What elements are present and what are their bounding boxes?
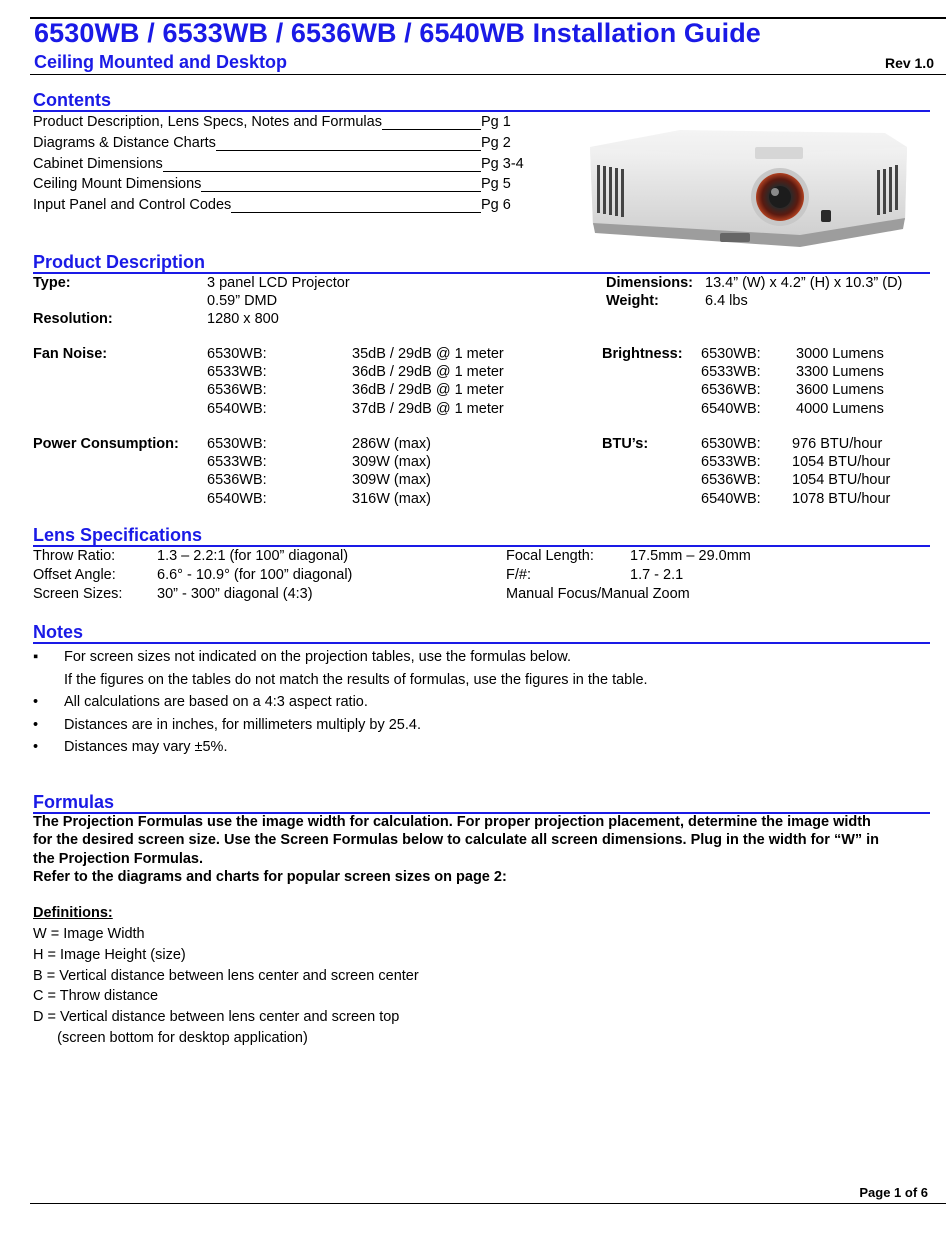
brightness-value: 3000 Lumens	[796, 346, 884, 362]
dimensions-value: 13.4” (W) x 4.2” (H) x 10.3” (D)	[705, 275, 903, 291]
lens-spec-value: 30” - 300” diagonal (4:3)	[157, 586, 313, 602]
btu-value: 1054 BTU/hour	[792, 472, 891, 489]
projector-image	[585, 125, 910, 255]
toc-leader-line	[163, 159, 481, 172]
revision-label: Rev 1.0	[884, 55, 934, 71]
note-text: If the figures on the tables do not match the results of formulas, use the figures in the table.	[64, 671, 648, 688]
fan-noise-value: 36dB / 29dB @ 1 meter	[352, 364, 504, 381]
type-value-line-1: 3 panel LCD Projector	[207, 275, 350, 291]
lens-spec-value: 1.7 - 2.1	[630, 567, 684, 583]
toc-item	[33, 135, 511, 151]
lens-spec-label: F/#:	[506, 567, 531, 583]
definition-item: C = Throw distance	[33, 988, 159, 1005]
power-model: 6536WB:	[207, 472, 267, 489]
notes-heading: Notes	[33, 622, 930, 644]
toc-leader-line	[201, 179, 481, 192]
toc-item-label: Cabinet Dimensions	[33, 155, 163, 172]
toc-item	[33, 156, 524, 172]
lens-spec-label: Focal Length:	[506, 548, 594, 564]
brightness-label: Brightness:	[602, 346, 683, 362]
power-model: 6530WB:	[207, 436, 267, 452]
definition-item: D = Vertical distance between lens center and screen top	[33, 1009, 400, 1026]
definition-item: B = Vertical distance between lens center and screen center	[33, 967, 419, 984]
header-bottom-rule	[30, 74, 946, 75]
brightness-value: 3300 Lumens	[796, 364, 884, 381]
btu-model: 6533WB:	[701, 454, 761, 471]
toc-item-label: Product Description, Lens Specs, Notes and Formulas	[33, 114, 382, 130]
note-text: Distances are in inches, for millimeters multiply by 25.4.	[64, 716, 421, 733]
brightness-model: 6530WB:	[701, 346, 761, 362]
notes-list	[33, 646, 913, 759]
note-item	[33, 714, 913, 737]
power-value: 309W (max)	[352, 472, 431, 489]
lens-spec-label: Offset Angle:	[33, 567, 116, 583]
type-label: Type:	[33, 275, 71, 291]
toc-item-page: Pg 1	[481, 114, 511, 130]
btu-value: 976 BTU/hour	[792, 436, 883, 452]
toc-item-label: Ceiling Mount Dimensions	[33, 176, 202, 193]
weight-value: 6.4 lbs	[705, 293, 748, 309]
note-item	[33, 646, 913, 691]
toc-item-page: Pg 6	[481, 197, 511, 214]
contents-heading: Contents	[33, 90, 930, 112]
fan-noise-model: 6530WB:	[207, 346, 267, 362]
toc-item	[33, 197, 511, 213]
brightness-value: 3600 Lumens	[796, 382, 884, 399]
type-value-line-2: 0.59” DMD	[207, 293, 278, 309]
toc-leader-line	[216, 138, 481, 151]
btu-model: 6530WB:	[701, 436, 761, 452]
formulas-heading: Formulas	[33, 792, 930, 814]
lens-specifications-heading: Lens Specifications	[33, 525, 930, 547]
toc-item-page: Pg 5	[481, 176, 511, 193]
formulas-intro-line: Refer to the diagrams and charts for popular screen sizes on page 2:	[33, 868, 507, 885]
resolution-value: 1280 x 800	[207, 311, 279, 327]
page-subtitle: Ceiling Mounted and Desktop	[34, 52, 288, 72]
brightness-model: 6536WB:	[701, 382, 761, 399]
toc-item-label: Diagrams & Distance Charts	[33, 134, 216, 151]
footer-rule	[30, 1203, 946, 1204]
dimensions-label: Dimensions:	[606, 275, 694, 291]
formulas-intro-line: the Projection Formulas.	[33, 850, 203, 867]
power-model: 6540WB:	[207, 490, 267, 507]
note-text: All calculations are based on a 4:3 aspect ratio.	[64, 694, 368, 710]
btu-value: 1078 BTU/hour	[792, 490, 891, 507]
bullet-icon: •	[33, 716, 39, 733]
note-text: For screen sizes not indicated on the projection tables, use the formulas below.	[64, 649, 571, 665]
definition-item: (screen bottom for desktop application)	[33, 1030, 308, 1046]
fan-noise-label: Fan Noise:	[33, 346, 108, 362]
product-description-heading: Product Description	[33, 252, 930, 274]
toc-item	[33, 176, 511, 192]
btu-model: 6540WB:	[701, 490, 761, 507]
toc-item-page: Pg 2	[481, 134, 511, 151]
definitions-heading: Definitions:	[33, 905, 113, 921]
power-value: 286W (max)	[352, 436, 431, 452]
formulas-intro-line: for the desired screen size. Use the Screen Formulas below to calculate all screen dimensions. Plug in the width for “W” in	[33, 832, 880, 849]
fan-noise-model: 6536WB:	[207, 382, 267, 399]
note-item	[33, 736, 913, 759]
weight-label: Weight:	[606, 293, 659, 309]
power-consumption-label: Power Consumption:	[33, 436, 179, 452]
definition-item: W = Image Width	[33, 926, 145, 942]
page-number: Page 1 of 6	[859, 1185, 928, 1200]
resolution-label: Resolution:	[33, 311, 113, 327]
lens-spec-value: 6.6° - 10.9° (for 100” diagonal)	[157, 567, 353, 583]
definition-item: H = Image Height (size)	[33, 946, 186, 963]
brightness-value: 4000 Lumens	[796, 400, 884, 417]
note-text: Distances may vary ±5%.	[64, 739, 228, 755]
toc-item	[33, 114, 511, 130]
page-title: 6530WB / 6533WB / 6536WB / 6540WB Installation Guide	[34, 18, 761, 48]
bullet-icon: •	[33, 739, 39, 755]
lens-spec-label: Throw Ratio:	[33, 548, 116, 564]
formulas-intro-line: The Projection Formulas use the image width for calculation. For proper projection placement, determine the image width	[33, 814, 871, 830]
btu-label: BTU’s:	[602, 436, 649, 452]
fan-noise-value: 35dB / 29dB @ 1 meter	[352, 346, 504, 362]
power-value: 316W (max)	[352, 490, 431, 507]
lens-spec-label: Screen Sizes:	[33, 586, 123, 602]
fan-noise-value: 37dB / 29dB @ 1 meter	[352, 400, 504, 417]
lens-spec-value: 1.3 – 2.2:1 (for 100” diagonal)	[157, 548, 349, 564]
toc-leader-line	[231, 200, 481, 213]
btu-value: 1054 BTU/hour	[792, 454, 891, 471]
toc-item-page: Pg 3-4	[481, 155, 524, 172]
fan-noise-model: 6533WB:	[207, 364, 267, 381]
lens-spec-label: Manual Focus/Manual Zoom	[506, 586, 690, 602]
toc-leader-line	[382, 117, 481, 130]
bullet-icon: ▪	[33, 649, 39, 665]
toc-item-label: Input Panel and Control Codes	[33, 197, 232, 214]
brightness-model: 6533WB:	[701, 364, 761, 381]
power-value: 309W (max)	[352, 454, 431, 471]
power-model: 6533WB:	[207, 454, 267, 471]
note-item	[33, 691, 913, 714]
lens-spec-value: 17.5mm – 29.0mm	[630, 548, 751, 564]
fan-noise-value: 36dB / 29dB @ 1 meter	[352, 382, 504, 399]
btu-model: 6536WB:	[701, 472, 761, 489]
fan-noise-model: 6540WB:	[207, 400, 267, 417]
brightness-model: 6540WB:	[701, 400, 761, 417]
bullet-icon: •	[33, 694, 39, 710]
